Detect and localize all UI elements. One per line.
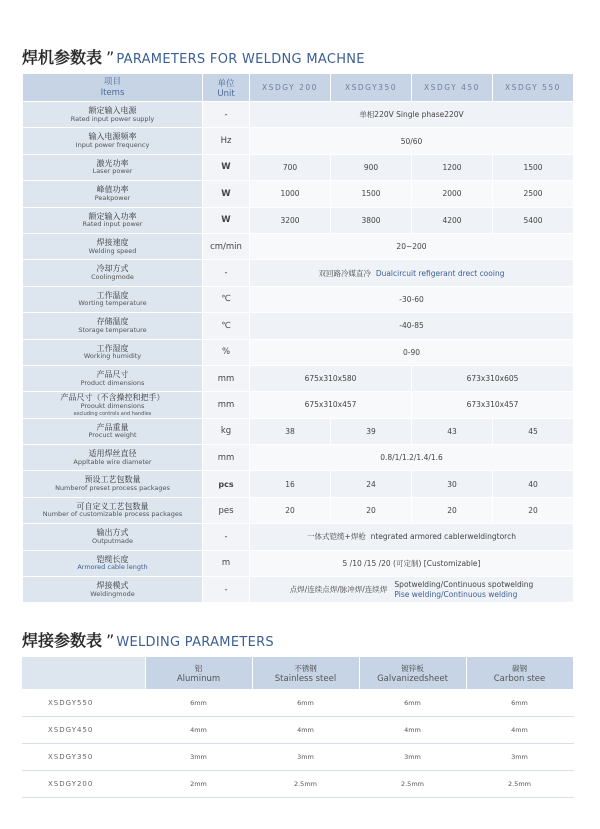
table-row — [22, 771, 573, 798]
row-name: 焊接速度 Welding speed — [23, 233, 203, 259]
row-unit: Hz — [203, 128, 250, 154]
thickness-value: 6mm — [359, 690, 466, 717]
row-value: 5400 — [493, 207, 574, 233]
row-value: 38 — [250, 418, 331, 444]
row-unit: pes — [203, 497, 250, 523]
thickness-value: 6mm — [145, 690, 252, 717]
table-row — [23, 313, 574, 339]
row-value: 单相220V Single phase220V — [250, 102, 574, 128]
row-value: 双回路冷媒直冷 Dualcircuit refigerant drect cooing — [250, 260, 574, 286]
row-value: 700 — [250, 154, 331, 180]
welding-parameters-table — [22, 657, 574, 798]
row-name: 输出方式 Outputmade — [23, 524, 203, 550]
weld-header-row — [22, 657, 573, 690]
row-unit: pcs — [203, 471, 250, 497]
model-name: XSDGY450 — [22, 717, 145, 744]
header-blank — [22, 657, 145, 690]
thickness-value: 2.5mm — [359, 771, 466, 798]
thickness-value: 6mm — [466, 690, 573, 717]
row-unit: % — [203, 339, 250, 365]
row-value: 5 /10 /15 /20 (可定制) [Customizable] — [250, 550, 574, 576]
row-name: 适用焊丝直径 Appltable wire diameter — [23, 445, 203, 471]
section-title-welding — [22, 628, 274, 651]
thickness-value: 3mm — [145, 744, 252, 771]
thickness-value: 2mm — [145, 771, 252, 798]
row-unit: m — [203, 550, 250, 576]
row-value: 2000 — [412, 181, 493, 207]
row-value: 20 — [412, 497, 493, 523]
thickness-value: 4mm — [145, 717, 252, 744]
row-value: 43 — [412, 418, 493, 444]
row-name: 工作湿度 Working humidity — [23, 339, 203, 365]
header-unit: 单位 Unit — [203, 74, 250, 102]
model-name: XSDGY200 — [22, 771, 145, 798]
thickness-value: 4mm — [252, 717, 359, 744]
section-title-cn: 焊接参数表 — [22, 631, 103, 650]
header-model: XSDGY 200 — [250, 74, 331, 102]
header-items: 项目 Items — [23, 74, 203, 102]
row-name: 额定输入功率 Rated input power — [23, 207, 203, 233]
row-name: 产品重量 Procuct weight — [23, 418, 203, 444]
row-value: 1500 — [493, 154, 574, 180]
row-name: 冷却方式 Coolingmode — [23, 260, 203, 286]
table-row — [23, 418, 574, 444]
row-value: 675x310x457 — [250, 392, 412, 418]
material-header: 不锈钢 Stainless steel — [252, 657, 359, 690]
thickness-value: 6mm — [252, 690, 359, 717]
row-value: 2500 — [493, 181, 574, 207]
row-unit: - — [203, 524, 250, 550]
material-header: 镀锌板 Galvanizedsheet — [359, 657, 466, 690]
row-value: 675x310x580 — [250, 365, 412, 391]
machine-parameters-table — [22, 73, 574, 603]
table-row — [23, 128, 574, 154]
table-row — [23, 497, 574, 523]
row-name: 激光功率 Laser power — [23, 154, 203, 180]
table-row — [23, 365, 574, 391]
row-value: 4200 — [412, 207, 493, 233]
thickness-value: 2.5mm — [252, 771, 359, 798]
row-name: 铠缆长度 Armored cable length — [23, 550, 203, 576]
row-unit: cm/min — [203, 233, 250, 259]
row-value: 点焊/连续点焊/脉冲焊/连续焊 Spotwelding/Continuous spotwelding Pise welding/Continuous welding — [250, 577, 574, 603]
row-value: 0-90 — [250, 339, 574, 365]
thickness-value: 3mm — [359, 744, 466, 771]
row-value: 24 — [331, 471, 412, 497]
row-value: 900 — [331, 154, 412, 180]
table-row — [23, 392, 574, 418]
row-value: 1500 — [331, 181, 412, 207]
table-header-row — [23, 74, 574, 102]
row-name: 产品尺寸（不含操控和把手） Prooukt dimensions excluding controls and handles — [23, 392, 203, 418]
table-row — [23, 233, 574, 259]
table-row — [23, 207, 574, 233]
row-name: 存储温度 Storage temperature — [23, 313, 203, 339]
row-value: 39 — [331, 418, 412, 444]
row-unit: ℃ — [203, 313, 250, 339]
row-value: 20 — [493, 497, 574, 523]
thickness-value: 3mm — [252, 744, 359, 771]
table-row — [23, 102, 574, 128]
thickness-value: 2.5mm — [466, 771, 573, 798]
row-name: 产品尺寸 Product dimensions — [23, 365, 203, 391]
row-unit: W — [203, 154, 250, 180]
table-row — [22, 690, 573, 717]
table-row — [23, 577, 574, 603]
row-value: 3800 — [331, 207, 412, 233]
row-unit: - — [203, 260, 250, 286]
row-value: 673x310x605 — [412, 365, 574, 391]
thickness-value: 3mm — [466, 744, 573, 771]
table-row — [23, 524, 574, 550]
table-row — [23, 445, 574, 471]
row-value: 1200 — [412, 154, 493, 180]
table-row — [23, 339, 574, 365]
section-title-cn: 焊机参数表 — [22, 48, 103, 67]
row-value: 50/60 — [250, 128, 574, 154]
row-value: 20 — [331, 497, 412, 523]
row-unit: mm — [203, 392, 250, 418]
model-name: XSDGY550 — [22, 690, 145, 717]
row-value: 0.8/1/1.2/1.4/1.6 — [250, 445, 574, 471]
table-row — [23, 550, 574, 576]
header-model: XSDGY350 — [331, 74, 412, 102]
row-unit: mm — [203, 365, 250, 391]
row-name: 预设工艺包数量 Numberof preset process packages — [23, 471, 203, 497]
row-value: 16 — [250, 471, 331, 497]
row-value: -30-60 — [250, 286, 574, 312]
material-header: 碳钢 Carbon stee — [466, 657, 573, 690]
row-value: 20~200 — [250, 233, 574, 259]
table-row — [23, 181, 574, 207]
row-value: 3200 — [250, 207, 331, 233]
section-title-mark: ” — [106, 48, 115, 67]
header-model: XSDGY 550 — [493, 74, 574, 102]
table-row — [23, 260, 574, 286]
row-unit: ℃ — [203, 286, 250, 312]
row-unit: - — [203, 102, 250, 128]
row-value: 673x310x457 — [412, 392, 574, 418]
row-unit: W — [203, 207, 250, 233]
row-value: 30 — [412, 471, 493, 497]
table-row — [23, 154, 574, 180]
row-name: 焊接模式 Weldingmode — [23, 577, 203, 603]
row-value: 20 — [250, 497, 331, 523]
row-unit: W — [203, 181, 250, 207]
row-value: -40-85 — [250, 313, 574, 339]
row-value: 一体式铠缆+焊枪 ntegrated armored cablerweldingtorch — [250, 524, 574, 550]
row-name: 工作温度 Worting temperature — [23, 286, 203, 312]
row-value: 1000 — [250, 181, 331, 207]
row-name: 峰值功率 Peakpower — [23, 181, 203, 207]
header-model: XSDGY 450 — [412, 74, 493, 102]
row-value: 45 — [493, 418, 574, 444]
model-name: XSDGY350 — [22, 744, 145, 771]
thickness-value: 4mm — [359, 717, 466, 744]
material-header: 铝 Aluminum — [145, 657, 252, 690]
row-unit: mm — [203, 445, 250, 471]
row-name: 可自定义工艺包数量 Number of customizable process packages — [23, 497, 203, 523]
row-unit: - — [203, 577, 250, 603]
table-row — [23, 471, 574, 497]
table-row — [22, 744, 573, 771]
thickness-value: 4mm — [466, 717, 573, 744]
table-row — [23, 286, 574, 312]
row-value: 40 — [493, 471, 574, 497]
section-title-mark: ” — [106, 631, 115, 650]
table-row — [22, 717, 573, 744]
row-unit: kg — [203, 418, 250, 444]
section-title-en: WELDING PARAMETERS — [116, 635, 274, 650]
section-title-en: PARAMETERS FOR WELDNG MACHNE — [116, 52, 365, 67]
section-title-parameters — [22, 45, 365, 68]
row-name: 额定输入电源 Rated input power supply — [23, 102, 203, 128]
row-name: 输入电源频率 Input power frequency — [23, 128, 203, 154]
